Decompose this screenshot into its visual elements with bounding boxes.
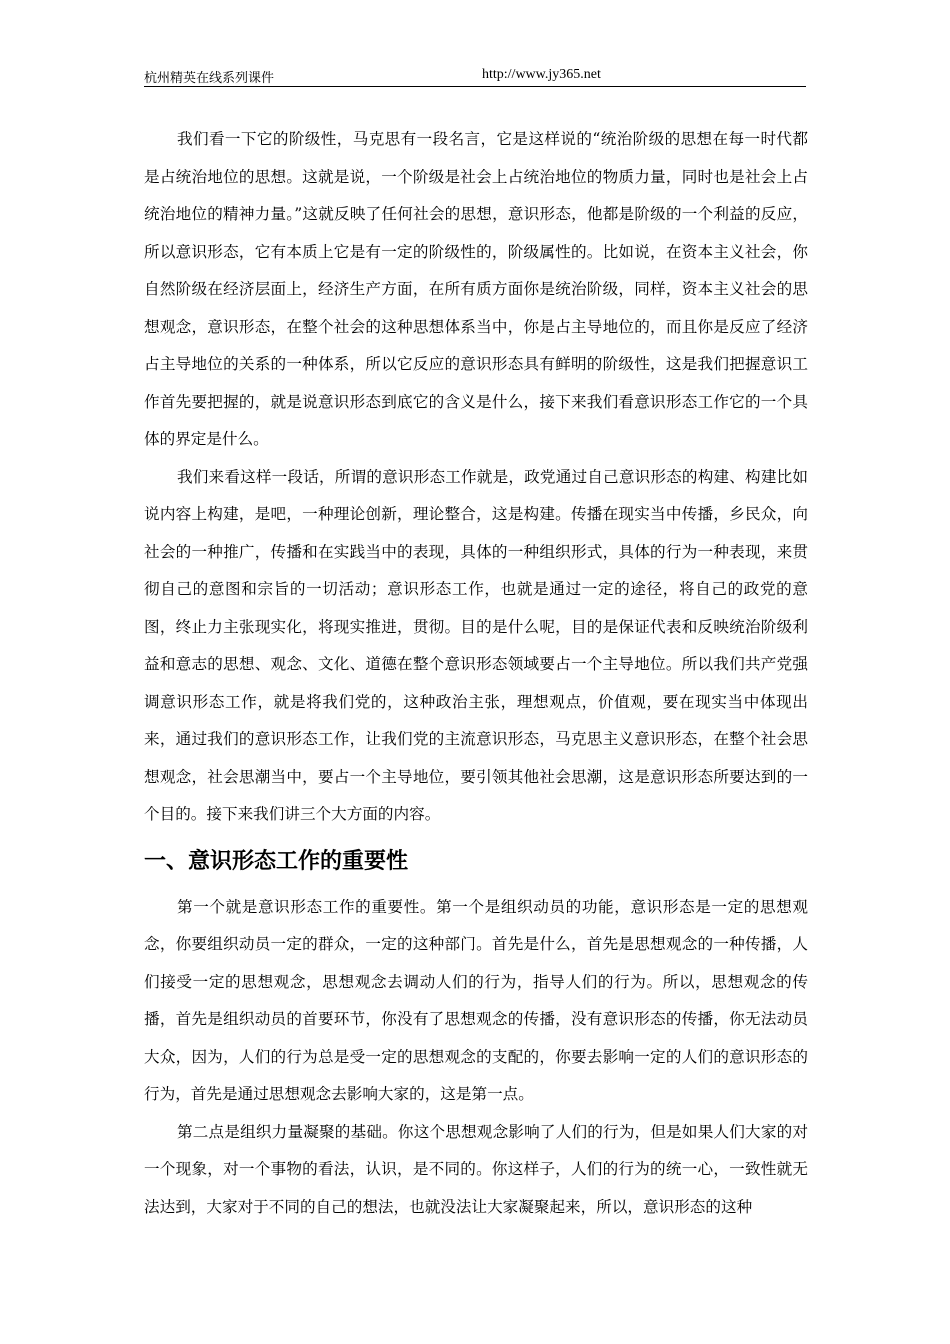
paragraph-2: 我们来看这样一段话，所谓的意识形态工作就是，政党通过自己意识形态的构建、构建比如说内容上构建，是吧，一种理论创新，理论整合，这是构建。传播在现实当中传播，乡民众，向社会的一种推广，传播和在实践当中的表现，具体的一种组织形式，具体的行为一种表现，来贯彻自己的意图和宗旨的一切活动；意识形态工作，也就是通过一定的途径，将自己的政党的意图，终止力主张现实化，将现实推进，贯彻。目的是什么呢，目的是保证代表和反映统治阶级利益和意志的思想、观念、文化、道德在整个意识形态领域要占一个主导地位。所以我们共产党强调意识形态工作，就是将我们党的，这种政治主张，理想观点，价值观，要在现实当中体现出来，通过我们的意识形态工作，让我们党的主流意识形态，马克思主义意识形态，在整个社会思想观念，社会思潮当中，要占一个主导地位，要引领其他社会思潮，这是意识形态所要达到的一个目的。接下来我们讲三个大方面的内容。	[144, 467, 808, 823]
document-body	[144, 121, 808, 1226]
header-title: 杭州精英在线系列课件	[144, 71, 275, 86]
header-url: http://www.jy365.net	[482, 67, 601, 82]
paragraph-1: 我们看一下它的阶级性，马克思有一段名言，它是这样说的“统治阶级的思想在每一时代都是占统治地位的思想。这就是说，一个阶级是社会上占统治地位的物质力量，同时也是社会上占统治地位的精神力量。”这就反映了任何社会的思想，意识形态，他都是阶级的一个利益的反应，所以意识形态，它有本质上它是有一定的阶级性的，阶级属性的。比如说，在资本主义社会，你自然阶级在经济层面上，经济生产方面，在所有质方面你是统治阶级，同样，资本主义社会的思想观念，意识形态，在整个社会的这种思想体系当中，你是占主导地位的，而且你是反应了经济占主导地位的关系的一种体系，所以它反应的意识形态具有鲜明的阶级性，这是我们把握意识工作首先要把握的，就是说意识形态到底它的含义是什么，接下来我们看意识形态工作它的一个具体的界定是什么。	[144, 130, 808, 448]
paragraph-3: 第一个就是意识形态工作的重要性。第一个是组织动员的功能，意识形态是一定的思想观念，你要组织动员一定的群众，一定的这种部门。首先是什么，首先是思想观念的一种传播，人们接受一定的思想观念，思想观念去调动人们的行为，指导人们的行为。所以，思想观念的传播，首先是组织动员的首要环节，你没有了思想观念的传播，没有意识形态的传播，你无法动员大众，因为，人们的行为总是受一定的思想观念的支配的，你要去影响一定的人们的意识形态的行为，首先是通过思想观念去影响大家的，这是第一点。	[144, 897, 808, 1103]
section-heading-1: 一、意识形态工作的重要性	[144, 848, 409, 874]
page-header	[144, 66, 806, 87]
paragraph-4: 第二点是组织力量凝聚的基础。你这个思想观念影响了人们的行为，但是如果人们大家的对一个现象，对一个事物的看法，认识，是不同的。你这样子，人们的行为的统一心，一致性就无法达到，大家对于不同的自己的想法，也就没法让大家凝聚起来，所以，意识形态的这种	[144, 1122, 808, 1216]
